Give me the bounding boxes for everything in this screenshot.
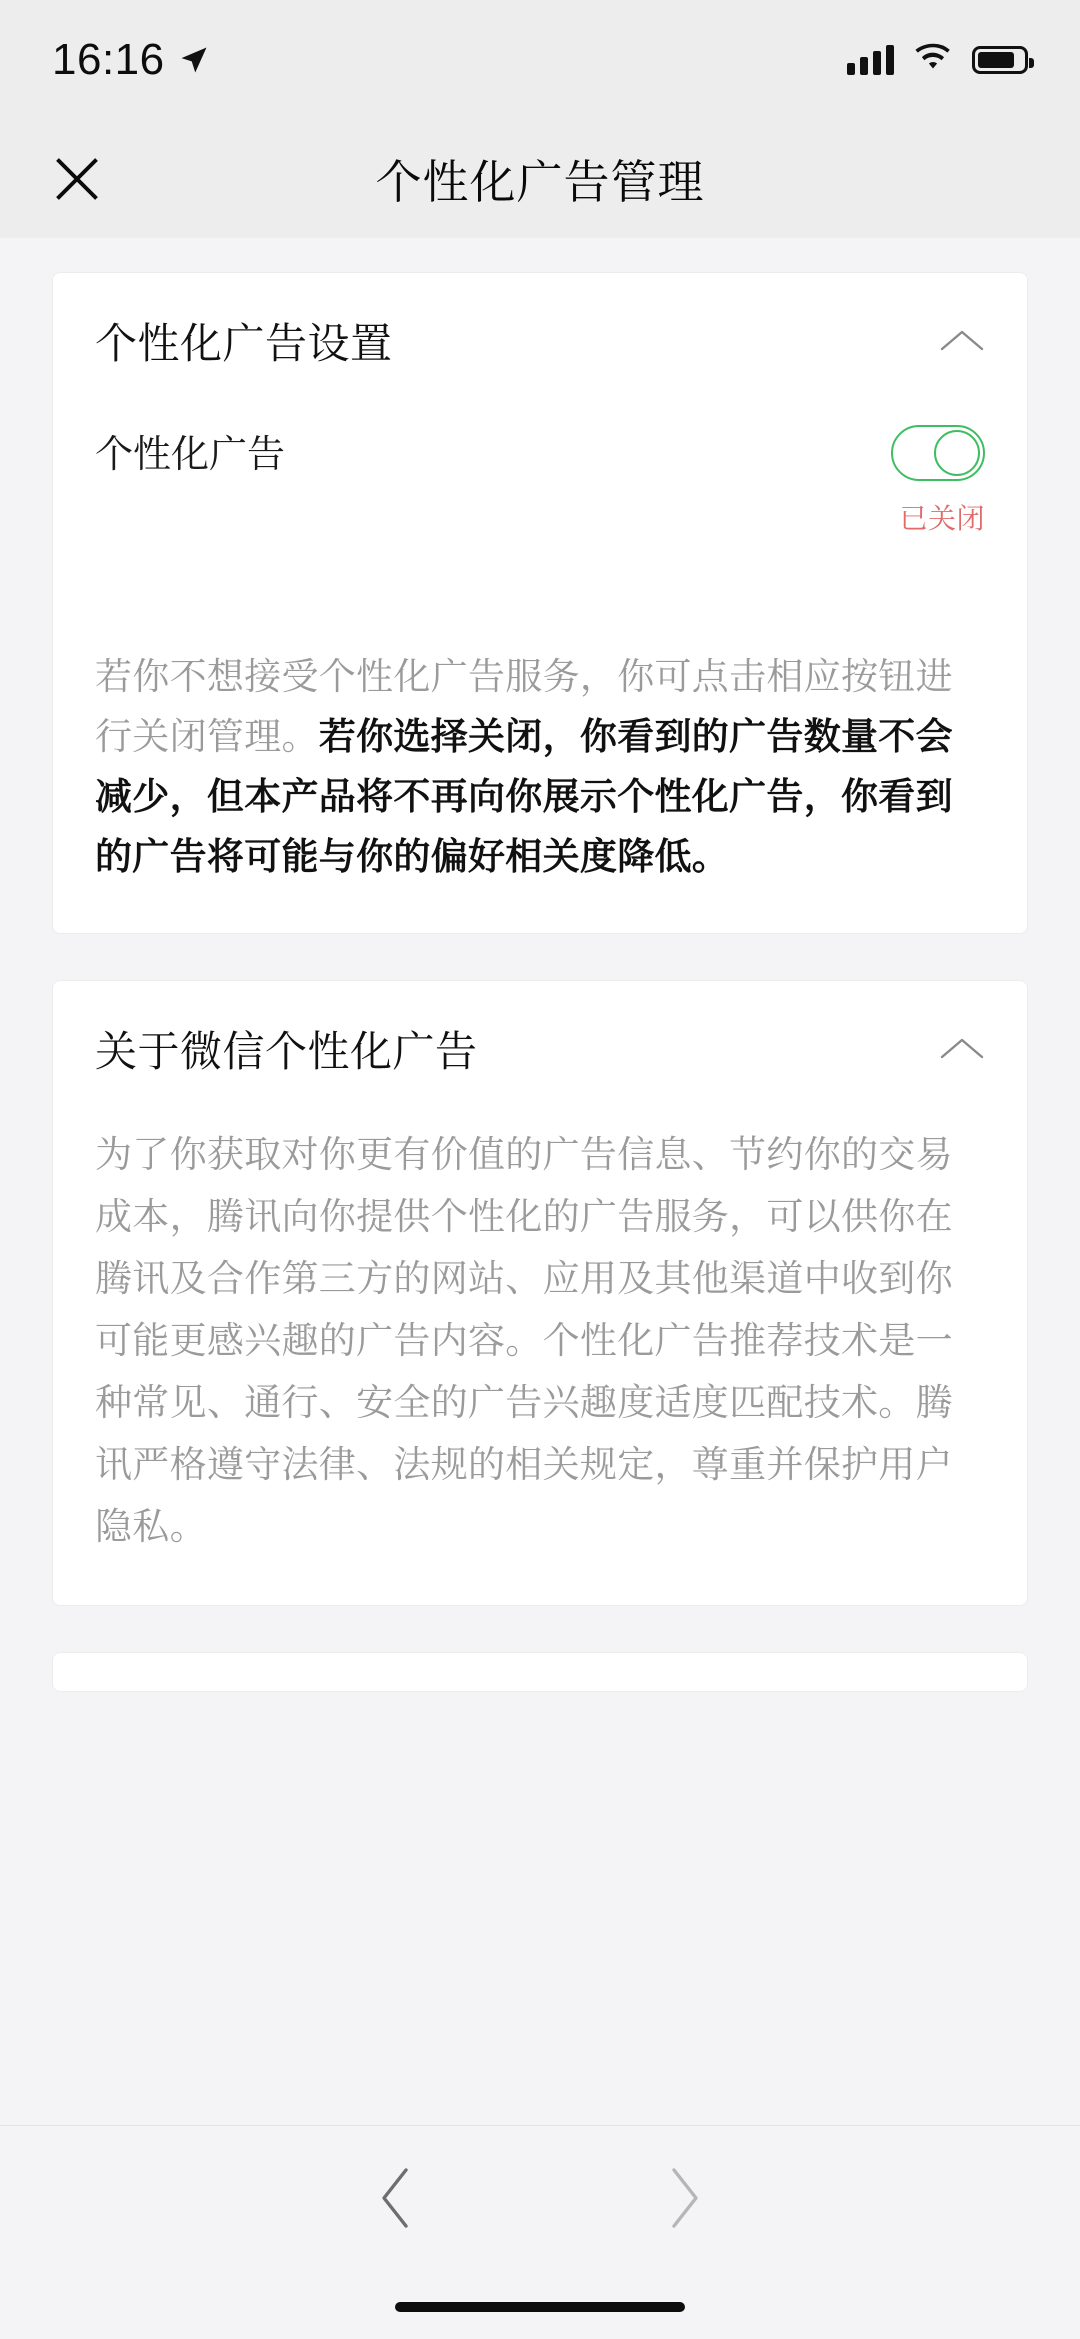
chevron-left-icon: [376, 2165, 418, 2236]
close-icon: [51, 153, 103, 205]
back-button[interactable]: [349, 2153, 445, 2249]
about-card-header[interactable]: [95, 1027, 985, 1077]
next-card-stub: [52, 1652, 1028, 1692]
settings-card-title: 个性化广告设置: [95, 320, 393, 367]
wifi-icon: [914, 43, 952, 78]
settings-card-header[interactable]: [95, 319, 985, 369]
home-indicator[interactable]: [395, 2302, 685, 2312]
page-content: [0, 238, 1080, 2125]
home-indicator-area: [0, 2275, 1080, 2339]
settings-description-bold: 若你选择关闭，你看到的广告数量不会减少，但本产品将不再向你展示个性化广告，你看到的广告将可能与你的偏好相关度降低。: [95, 716, 953, 878]
chevron-right-icon: [662, 2165, 704, 2236]
settings-description-plain: 若你不想接受个性化广告服务，你可点击相应按钮进行关闭管理。: [95, 656, 953, 758]
toggle-state-label: 已关闭: [899, 503, 985, 535]
status-bar: [0, 0, 1080, 120]
status-bar-left: [52, 35, 209, 85]
about-personalized-ads-card: [52, 980, 1028, 1605]
browser-toolbar: [0, 2125, 1080, 2275]
personalized-ads-row: [95, 425, 985, 537]
settings-description: [95, 647, 985, 887]
personalized-ads-label: 个性化广告: [95, 434, 286, 477]
personalized-ads-toggle[interactable]: [891, 425, 985, 481]
toggle-group: [891, 425, 985, 537]
location-arrow-icon: [179, 45, 209, 75]
status-time: 16:16: [52, 35, 165, 84]
about-card-body: 为了你获取对你更有价值的广告信息、节约你的交易成本，腾讯向你提供个性化的广告服务，可以供你在腾讯及合作第三方的网站、应用及其他渠道中收到你可能更感兴趣的广告内容。个性化广告推荐技术是一种常见、通行、安全的广告兴趣度适度匹配技术。腾讯严格遵守法律、法规的相关规定，尊重并保护用户隐私。: [95, 1133, 953, 1548]
personalized-ads-settings-card: [52, 272, 1028, 934]
page-title: 个性化广告管理: [375, 156, 705, 208]
cellular-signal-icon: [847, 45, 894, 75]
chevron-up-icon[interactable]: [939, 1035, 985, 1063]
chevron-up-icon[interactable]: [939, 327, 985, 355]
toggle-knob: [934, 430, 980, 476]
about-card-title: 关于微信个性化广告: [95, 1028, 478, 1076]
status-bar-right: [847, 43, 1028, 78]
navigation-bar: [0, 120, 1080, 238]
forward-button[interactable]: [635, 2153, 731, 2249]
battery-icon: [972, 46, 1028, 74]
close-button[interactable]: [22, 120, 132, 238]
